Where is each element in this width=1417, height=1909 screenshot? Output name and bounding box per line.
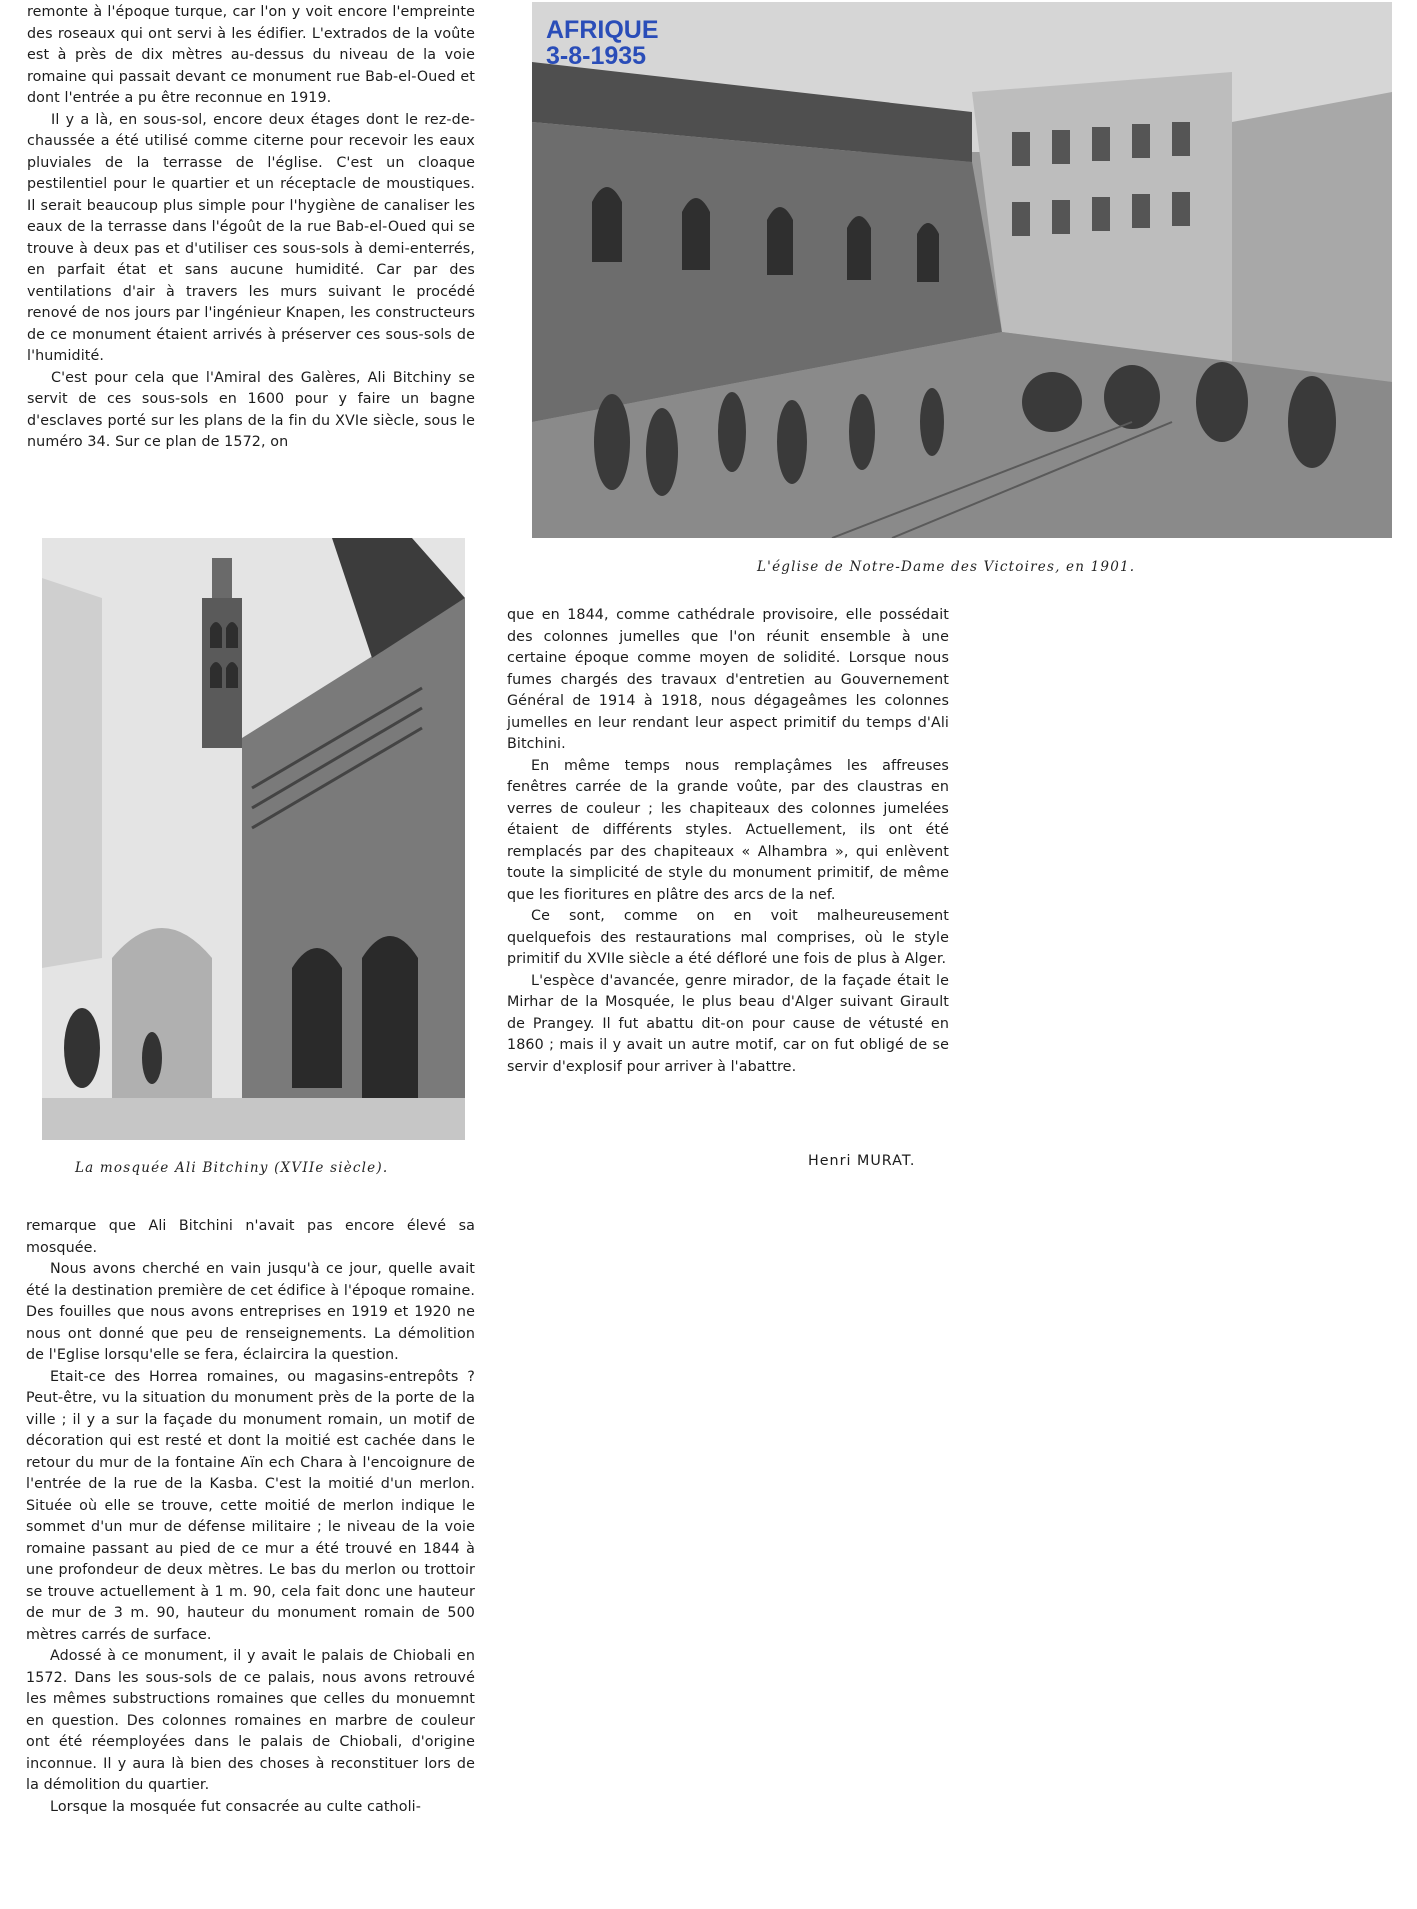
- paragraph: remarque que Ali Bitchini n'avait pas encore élevé sa mosquée.: [26, 1218, 475, 1256]
- paragraph: Adossé à ce monument, il y avait le palais de Chiobali en 1572. Dans les sous-sols de ce palais, nous avons retrouvé les mêmes substructions romaines que celles du monuemnt en question. Des colonnes romaines en marbre de couleur ont été réemployées dans le palais de Chiobali, d'origine inconnue. Il y aura là bien des choses à reconstituer lors de la démolition du quartier.: [26, 1648, 475, 1793]
- mosque-engraving-caption: La mosquée Ali Bitchiny (XVIIe siècle).: [75, 1160, 389, 1176]
- stamp-publication: AFRIQUE: [546, 16, 659, 44]
- article-column-top-left: [27, 2, 475, 454]
- paragraph: Il y a là, en sous-sol, encore deux étages dont le rez-de-chaussée a été utilisé comme citerne pour recevoir les eaux pluviales de la terrasse de l'église. C'est un cloaque pestilentiel pour le quartier et un réceptacle de moustiques. Il serait beaucoup plus simple pour l'hygiène de canaliser les eaux de la terrasse dans l'égoût de la rue Bab-el-Oued qui se trouve à deux pas et d'utiliser ces sous-sols à demi-enterrés, en parfait état et sans aucune humidité. Car par des ventilations d'air à travers les murs suivant le procédé renové de nos jours par l'ingénieur Knapen, les constructeurs de ce monument étaient arrivés à préserver ces sous-sols de l'humidité.: [27, 111, 475, 364]
- stamp-date: 3-8-1935: [546, 42, 647, 70]
- paragraph: remonte à l'époque turque, car l'on y voit encore l'empreinte des roseaux qui ont servi à les édifier. L'extrados de la voûte est à près de dix mètres au-dessus du niveau de la voie romaine qui passait devant ce monument rue Bab-el-Oued et dont l'entrée a pu être reconnue en 1919.: [27, 4, 475, 106]
- church-photo-caption: L'église de Notre-Dame des Victoires, en 1901.: [757, 559, 1136, 575]
- paragraph: C'est pour cela que l'Amiral des Galères, Ali Bitchiny se servit de ces sous-sols en 1600 pour y faire un bagne d'esclaves porté sur les plans de la fin du XVIe siècle, sous le numéro 34. Sur ce plan de 1572, on: [27, 369, 475, 450]
- paragraph: Ce sont, comme on en voit malheureusement quelquefois des restaurations mal comprises, où le style primitif du XVIIe siècle a été défloré une fois de plus à Alger.: [507, 908, 949, 967]
- mosque-engraving: [42, 538, 465, 1140]
- paragraph: Nous avons cherché en vain jusqu'à ce jour, quelle avait été la destination première de cet édifice à l'époque romaine. Des fouilles que nous avons entreprises en 1919 et 1920 ne nous ont donné que peu de renseignements. La démolition de l'Eglise lorsqu'elle se fera, éclaircira la question.: [26, 1261, 475, 1363]
- article-column-right: [507, 605, 949, 1078]
- paragraph: Etait-ce des Horrea romaines, ou magasins-entrepôts ? Peut-être, vu la situation du monument près de la porte de la ville ; il y a sur la façade du monument romain, un motif de décoration qui est resté et dont la moitié est cachée dans le retour du mur de la fontaine Aïn ech Chara à l'encoignure de l'entrée de la rue de la Kasba. C'est la moitié d'un merlon. Située où elle se trouve, cette moitié de merlon indique le sommet d'un mur de défense militaire ; le niveau de la voie romaine passant au pied de ce mur a été trouvé en 1844 à une profondeur de deux mètres. Le bas du merlon ou trottoir se trouve actuellement à 1 m. 90, cela fait donc une hauteur de mur de 3 m. 90, hauteur du monument romain de 500 mètres carrés de surface.: [26, 1368, 475, 1643]
- paragraph: L'espèce d'avancée, genre mirador, de la façade était le Mirhar de la Mosquée, le plus beau d'Alger suivant Girault de Prangey. Il fut abattu dit-on pour cause de vétusté en 1860 ; mais il y avait un autre motif, car on fut obligé de se servir d'explosif pour arriver à l'abattre.: [507, 972, 949, 1075]
- article-column-bottom-left: [26, 1216, 475, 1818]
- church-photograph: [532, 2, 1392, 538]
- paragraph: que en 1844, comme cathédrale provisoire, elle possédait des colonnes jumelles que l'on réunit ensemble à une certaine époque comme moyen de solidité. Lorsque nous fumes chargés des travaux d'entretien au Gouvernement Général de 1914 à 1918, nous dégageâmes les colonnes jumelles en leur rendant leur aspect primitif du temps d'Ali Bitchini.: [507, 607, 949, 752]
- archive-stamp: [546, 17, 659, 69]
- paragraph: Lorsque la mosquée fut consacrée au culte catholi-: [50, 1798, 421, 1815]
- paragraph: En même temps nous remplaçâmes les affreuses fenêtres carrée de la grande voûte, par des claustras en verres de couleur ; les chapiteaux des colonnes jumelées étaient de différents styles. Actuellement, ils ont été remplacés par des chapiteaux « Alhambra », qui enlèvent toute la simplicité de style du monument primitif, de même que les fioritures en plâtre des arcs de la nef.: [507, 757, 949, 903]
- author-signature: Henri MURAT.: [808, 1153, 916, 1169]
